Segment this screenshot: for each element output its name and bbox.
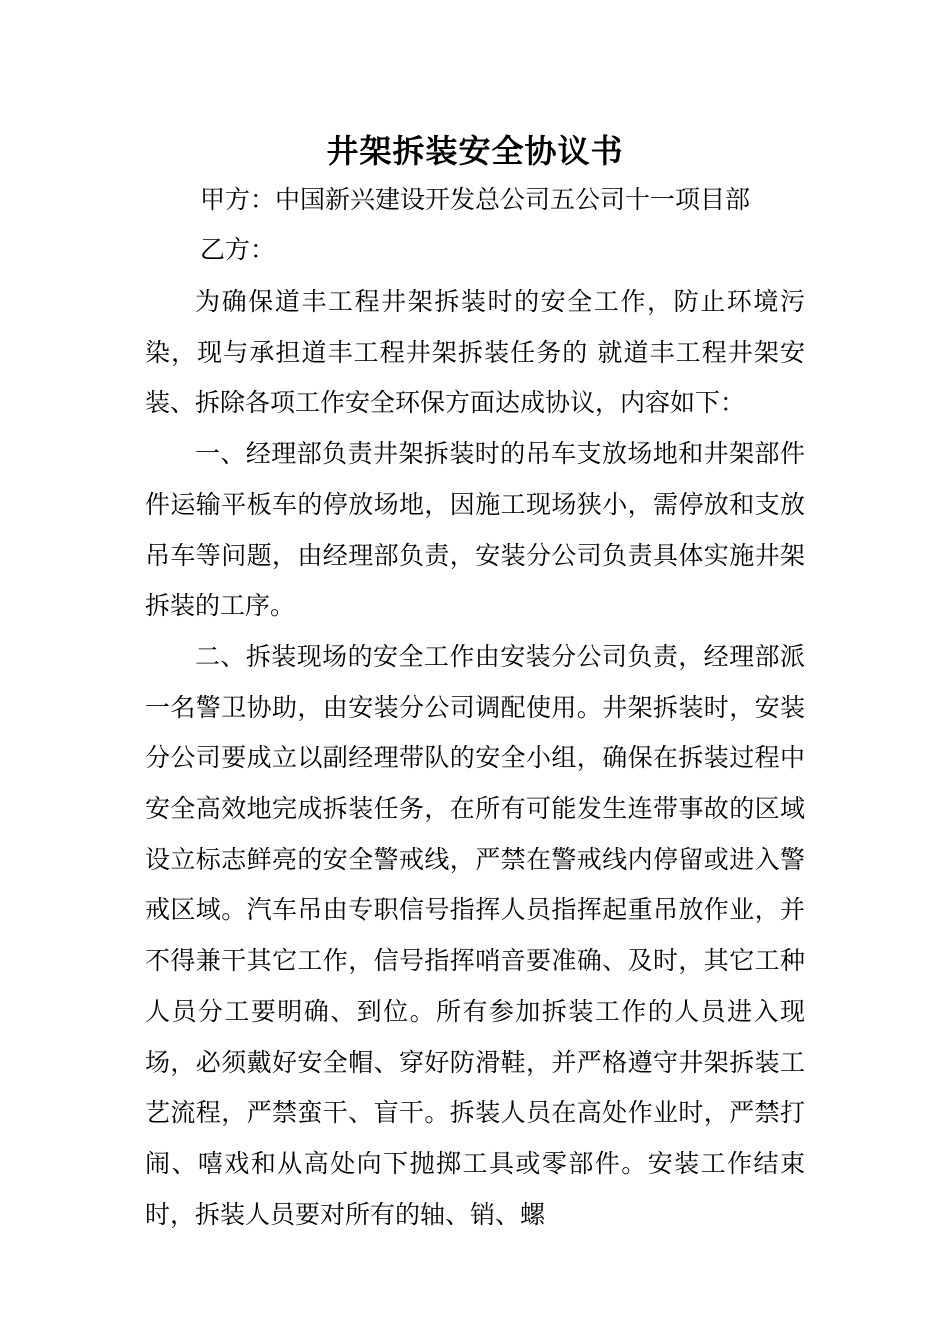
clause-two-paragraph: 二、拆装现场的安全工作由安装分公司负责，经理部派一名警卫协助，由安装分公司调配使用。井架拆装时，安装分公司要成立以副经理带队的安全小组，确保在拆装过程中安全高效地完成拆装任务，在所有可能发生连带事故的区域设立标志鲜亮的安全警戒线，严禁在警戒线内停留或进入警戒区域。汽车吊由专职信号指挥人员指挥起重吊放作业，并不得兼干其它工作，信号指挥哨音要准确、及时，其它工种人员分工要明确、到位。所有参加拆装工作的人员进入现场，必须戴好安全帽、穿好防滑鞋，并严格遵守井架拆装工艺流程，严禁蛮干、盲干。拆装人员在高处作业时，严禁打闹、嘻戏和从高处向下抛掷工具或零部件。安装工作结束时，拆装人员要对所有的轴、销、螺 (145, 641, 805, 1229)
document-title: 井架拆装安全协议书 (326, 132, 624, 170)
party-b-line: 乙方： (200, 235, 276, 264)
party-a-line: 甲方：中国新兴建设开发总公司五公司十一项目部 (200, 185, 751, 214)
clause-one-paragraph: 一、经理部负责井架拆装时的吊车支放场地和井架部件件运输平板车的停放场地，因施工现场狭小，需停放和支放吊车等问题，由经理部负责，安装分公司负责具体实施井架拆装的工序。 (145, 439, 805, 621)
agreement-body (145, 277, 805, 1240)
intro-paragraph: 为确保道丰工程井架拆装时的安全工作，防止环境污染，现与承担道丰工程井架拆装任务的 就道丰工程井架安装、拆除各项工作安全环保方面达成协议，内容如下： (145, 287, 805, 418)
